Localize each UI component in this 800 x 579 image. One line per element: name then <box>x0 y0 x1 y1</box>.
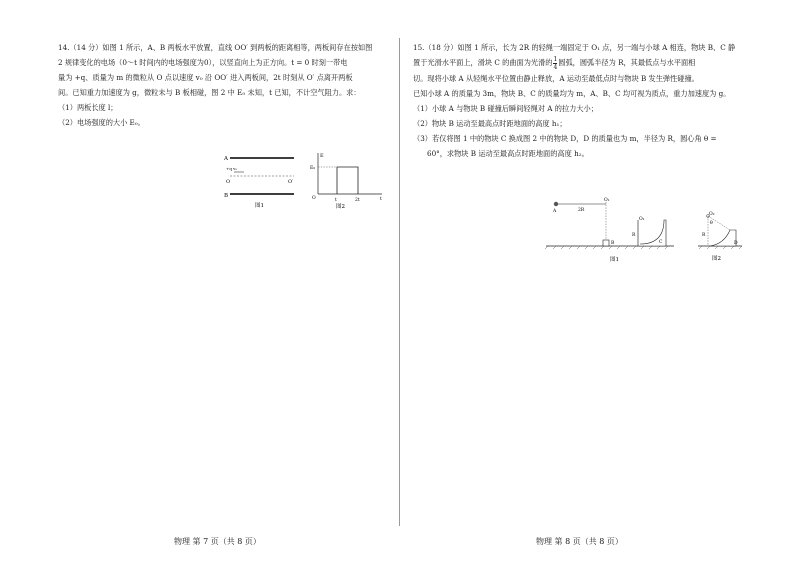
label-o: O <box>226 179 231 185</box>
label-a: A <box>553 209 557 214</box>
label-t-axis: t <box>380 197 382 202</box>
question-15 <box>413 40 743 161</box>
q14-part-1: （1）两板长度 l； <box>58 103 118 112</box>
label-theta: θ <box>710 221 713 226</box>
fig2-caption: 图2 <box>712 256 721 262</box>
right-page <box>400 0 800 579</box>
slider-d <box>710 230 736 246</box>
q15-part-3-cont: 60°，求物块 B 运动至最高点时距地面的高度 h₂。 <box>427 148 589 158</box>
fig1-caption: 图1 <box>255 203 264 209</box>
label-o1: O₁ <box>604 198 610 203</box>
label-e: E <box>320 153 324 159</box>
e-field-pulse <box>337 167 358 194</box>
fig2-caption: 图2 <box>336 204 345 210</box>
fraction-quarter: $\frac{1}{4}$ <box>553 55 558 71</box>
label-r: R <box>702 233 706 238</box>
q14-line: 2 规律变化的电场（0～t 时间内的电场强度为0），以竖直向上为正方向。t = 0 时刻一带电 <box>58 58 348 67</box>
footer-page-7: 物理 第 7 页（共 8 页） <box>174 537 261 546</box>
label-b: B <box>611 241 615 246</box>
q15-part-3: （3）若仅将图 1 中的物块 C 换成图 2 中的物块 D，D 的质量也为 m，半径为 R，圆心角 θ = <box>413 133 717 143</box>
q14-line: 量为 +q、质量为 m 的微粒从 O 点以速度 v₀ 沿 OO′ 进入两板间，2t 时刻从 O′ 点离开两板 <box>58 73 353 82</box>
q15-line: 已知小球 A 的质量为 3m，物块 B、C 的质量均为 m，A、B、C 均可视为质点，重力加速度为 g。 <box>413 88 731 98</box>
q14-line: 14.（14 分）如图 1 所示，A、B 两板水平放置，直线 OO′ 到两板的距离相等，两板间存在按如图 <box>58 43 373 52</box>
q14-figure-2 <box>308 150 388 212</box>
label-d: D <box>734 241 738 246</box>
label-a: A <box>224 156 228 162</box>
label-2t: 2t <box>355 198 360 203</box>
label-o-prime: O′ <box>288 179 294 185</box>
question-14 <box>58 40 382 130</box>
label-b: B <box>224 193 229 199</box>
q15-part-1: （1）小球 A 与物块 B 碰撞后瞬间轻绳对 A 的拉力大小； <box>413 103 598 113</box>
ground-hatch <box>545 246 668 249</box>
q15-line: 15.（18 分）如图 1 所示，长为 2R 的轻绳一端固定于 O₁ 点，另一端与小球 A 相连，物块 B、C 静 <box>413 43 736 52</box>
label-r: R <box>632 233 636 238</box>
q15-figure-2 <box>696 208 746 268</box>
q14-part-2: （2）电场强度的大小 E₀。 <box>58 118 145 127</box>
label-o1-c: O₁ <box>639 217 645 222</box>
q15-line: 切。现将小球 A 从轻绳水平位置由静止释放，A 运动至最低点时与物块 B 发生弹性碰撞。 <box>413 73 699 83</box>
q15-figure-1 <box>542 196 682 268</box>
block-b <box>603 240 609 246</box>
q15-part-2: （2）物块 B 运动至最高点时距地面的高度 h₁； <box>413 118 567 128</box>
label-v0: +q v₀ <box>226 166 238 171</box>
q15-line-2: 置于光滑水平面上，滑块 C 的曲面为光滑的 $\frac{1}{4}$ 圆弧，圆弧半径为 R，其最低点与水平面相 <box>413 55 696 71</box>
fig1-caption: 图1 <box>610 257 619 263</box>
footer-page-8: 物理 第 8 页（共 8 页） <box>536 537 623 546</box>
ground-hatch <box>699 246 742 249</box>
ball-a <box>554 202 558 206</box>
q14-figure-1 <box>218 150 304 212</box>
label-c: C <box>659 240 663 245</box>
label-o2: O₂ <box>709 212 715 217</box>
label-origin: O <box>312 196 316 201</box>
q14-line: 间。已知重力加速度为 g，微粒未与 B 板相碰，图 2 中 E₀ 未知，t 已知，不计空气阻力。求： <box>58 88 361 97</box>
label-2r: 2R <box>578 208 585 213</box>
label-e0: E₀ <box>310 166 316 171</box>
label-t: t <box>335 198 337 203</box>
